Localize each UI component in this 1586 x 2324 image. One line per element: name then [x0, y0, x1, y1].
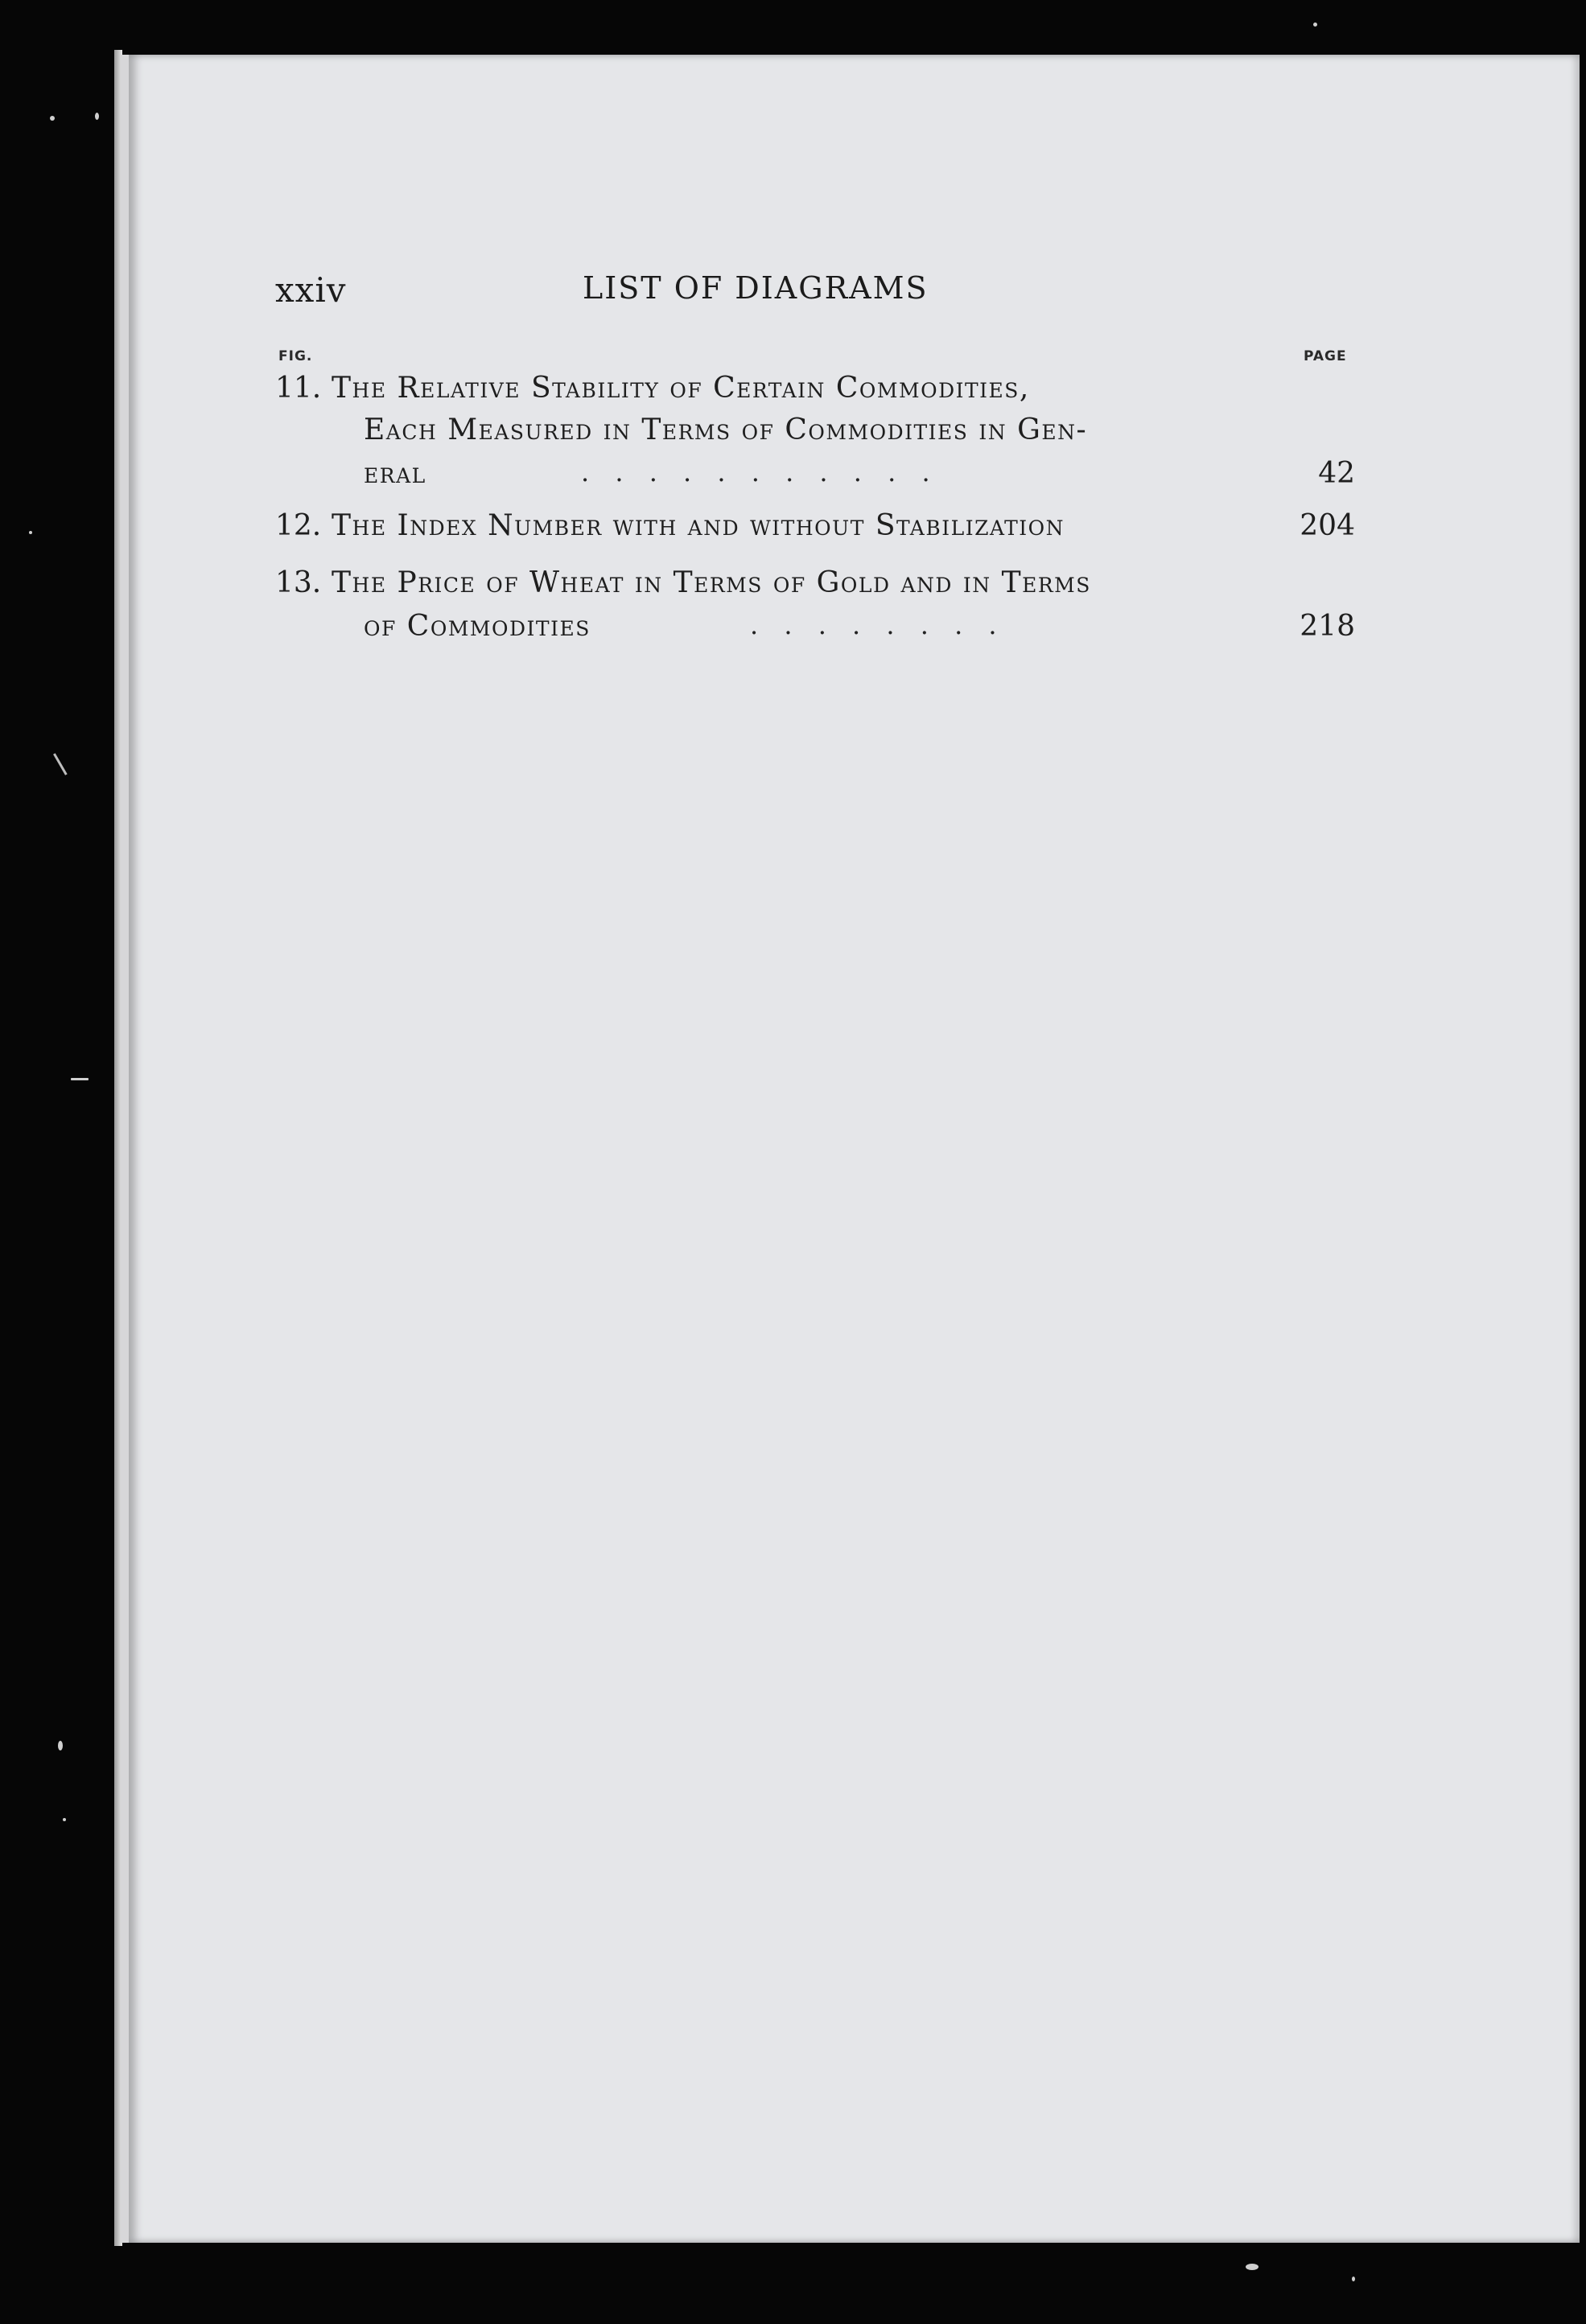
- entry-title-line: The Relative Stability of Certain Commodities,: [332, 372, 1030, 405]
- entry-number: 11.: [275, 372, 322, 405]
- page-column-label: PAGE: [1304, 348, 1347, 364]
- entry-page-number: 42: [1318, 457, 1355, 490]
- entry-title-line: Each Measured in Terms of Commodities in Gen-: [364, 413, 1088, 446]
- dust-speck: [58, 1741, 63, 1750]
- dust-speck: [95, 113, 99, 120]
- dust-speck: [63, 1818, 66, 1821]
- diagram-entry: [275, 566, 1355, 655]
- fig-column-label: FIG.: [278, 348, 313, 364]
- entry-number: 12.: [275, 509, 322, 542]
- page-folio: xxiv: [275, 270, 347, 310]
- dust-speck: [29, 531, 32, 534]
- diagram-entry: [275, 372, 1355, 500]
- running-header: [275, 270, 1355, 319]
- dot-leaders: . . . . . . . . . . .: [581, 457, 930, 487]
- entry-number: 13.: [275, 566, 322, 599]
- entry-title-line: eral: [364, 457, 426, 490]
- dust-speck: [1246, 2264, 1259, 2270]
- entry-page-number: 204: [1300, 509, 1355, 542]
- diagram-entry: [275, 509, 1355, 551]
- dot-leaders: . . . . . . . .: [750, 610, 997, 640]
- running-title: LIST OF DIAGRAMS: [583, 270, 929, 306]
- dust-speck: [1352, 2277, 1355, 2281]
- entry-page-number: 218: [1300, 610, 1355, 643]
- dust-speck: [50, 116, 55, 121]
- entry-title-line: of Commodities: [364, 610, 591, 643]
- dust-speck: [71, 1078, 89, 1080]
- dust-speck: [53, 745, 81, 775]
- entry-title-line: The Price of Wheat in Terms of Gold and in Terms: [332, 566, 1091, 599]
- dust-speck: [1313, 23, 1317, 27]
- entry-title-line: The Index Number with and without Stabilization: [332, 509, 1065, 542]
